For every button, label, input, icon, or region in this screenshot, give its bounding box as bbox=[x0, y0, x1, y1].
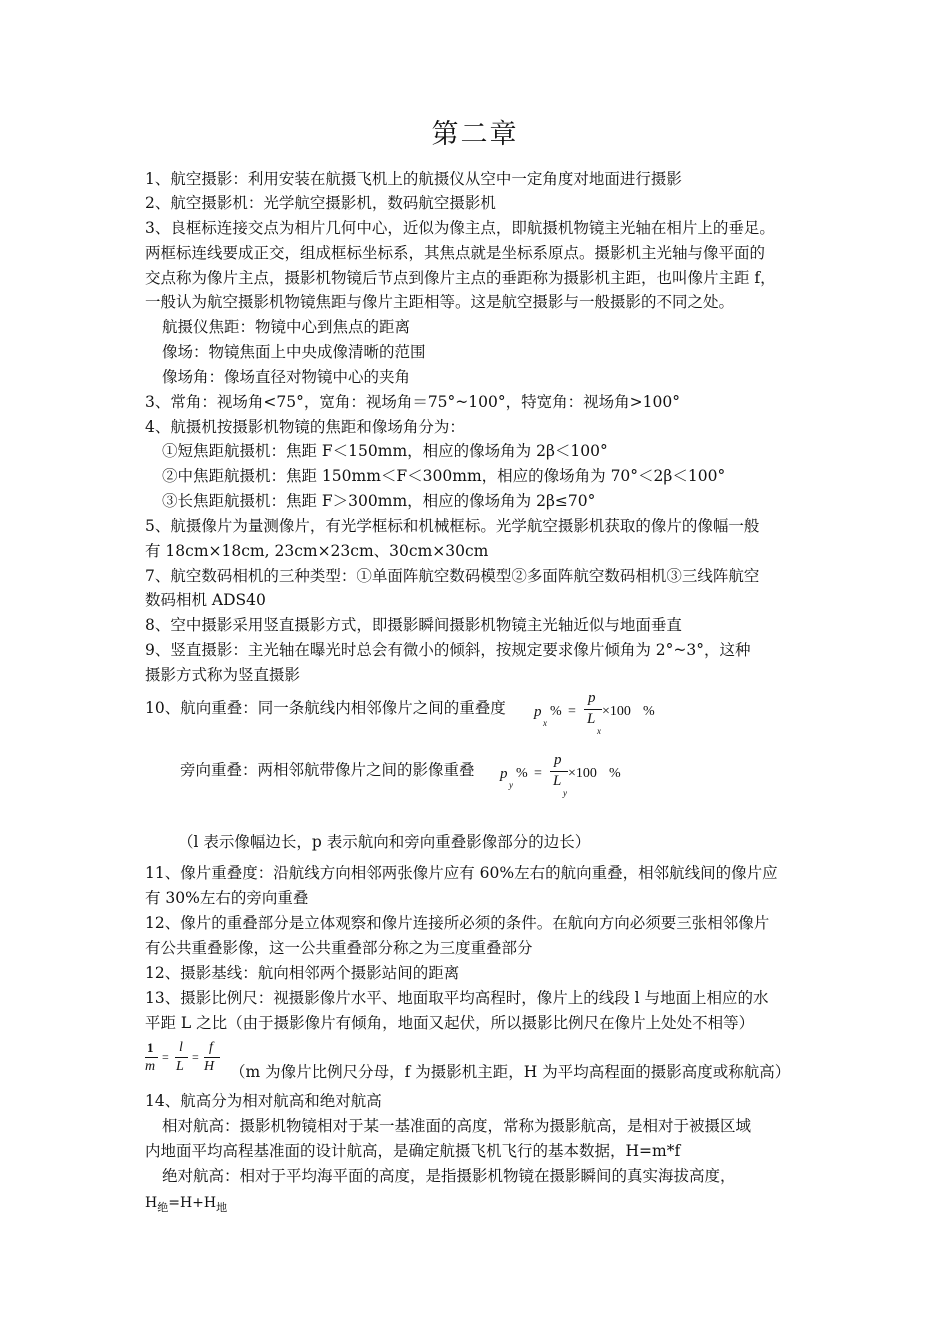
text-line: 14、航高分为相对航高和绝对航高 bbox=[145, 1092, 382, 1110]
text-line: 像场角：像场直径对物镜中心的夹角 bbox=[162, 368, 411, 386]
overlap-formula-x: p x % = p L x ×100 % bbox=[534, 690, 655, 736]
text-line: 9、竖直摄影：主光轴在曝光时总会有微小的倾斜，按规定要求像片倾角为 2°~3°，这种 bbox=[145, 641, 751, 659]
text-line: 10、航向重叠：同一条航线内相邻像片之间的重叠度 bbox=[145, 699, 506, 717]
text-line: 1、航空摄影：利用安装在航摄飞机上的航摄仪从空中一定角度对地面进行摄影 bbox=[145, 170, 682, 188]
text-line: 航摄仪焦距：物镜中心到焦点的距离 bbox=[162, 318, 411, 336]
text-line: 绝对航高：相对于平均海平面的高度，是指摄影机物镜在摄影瞬间的真实海拔高度， bbox=[162, 1167, 736, 1185]
text-line: 平距 L 之比（由于摄影像片有倾角，地面又起伏，所以摄影比例尺在像片上处处不相等） bbox=[145, 1014, 755, 1032]
text-line: 内地面平均高程基准面的设计航高，是确定航摄飞机飞行的基本数据，H=m*f bbox=[145, 1142, 681, 1160]
text-line: 有公共重叠影像，这一公共重叠部分称之为三度重叠部分 bbox=[145, 939, 533, 957]
text-line: 11、像片重叠度：沿航线方向相邻两张像片应有 60%左右的航向重叠，相邻航线间的像片应 bbox=[145, 864, 778, 882]
text-line: 两框标连线要成正交，组成框标坐标系，其焦点就是坐标系原点。摄影机主光轴与像平面的 bbox=[145, 244, 766, 262]
overlap-formula-y: p y % = p L y ×100 % bbox=[500, 752, 621, 798]
text-line: 2、航空摄影机：光学航空摄影机，数码航空摄影机 bbox=[145, 194, 496, 212]
text-line: （m 为像片比例尺分母，f 为摄影机主距，H 为平均高程面的摄影高度或称航高） bbox=[230, 1063, 791, 1081]
text-line: 相对航高：摄影机物镜相对于某一基准面的高度，常称为摄影航高，是相对于被摄区域 bbox=[162, 1117, 752, 1135]
absolute-height-formula: $H_绝=H+H_地$ bbox=[145, 1195, 228, 1214]
text-line: 交点称为像片主点，摄影机物镜后节点到像片主点的垂距称为摄影机主距，也叫像片主距 f， bbox=[145, 269, 776, 287]
text-line: 8、空中摄影采用竖直摄影方式，即摄影瞬间摄影机物镜主光轴近似与地面垂直 bbox=[145, 616, 682, 634]
text-line: 摄影方式称为竖直摄影 bbox=[145, 666, 301, 684]
text-line: ①短焦距航摄机：焦距 F＜150mm，相应的像场角为 2β＜100° bbox=[162, 442, 608, 460]
text-line: ③长焦距航摄机：焦距 F＞300mm，相应的像场角为 2β≤70° bbox=[162, 492, 596, 510]
text-line: 数码相机 ADS40 bbox=[145, 591, 266, 609]
text-line: 有 18cm×18cm, 23cm×23cm、30cm×30cm bbox=[145, 542, 489, 560]
text-line: ②中焦距航摄机：焦距 150mm＜F＜300mm，相应的像场角为 70°＜2β＜100° bbox=[162, 467, 726, 485]
text-line: 4、航摄机按摄影机物镜的焦距和像场角分为： bbox=[145, 418, 465, 436]
text-line: 13、摄影比例尺：视摄影像片水平、地面取平均高程时，像片上的线段 l 与地面上相应的水 bbox=[145, 989, 769, 1007]
chapter-title: 第二章 bbox=[431, 119, 519, 150]
text-line: 像场：物镜焦面上中央成像清晰的范围 bbox=[162, 343, 426, 361]
text-line: 一般认为航空摄影机物镜焦距与像片主距相等。这是航空摄影与一般摄影的不同之处。 bbox=[145, 293, 735, 311]
text-line: 3、常角：视场角<75°，宽角：视场角＝75°~100°，特宽角：视场角>100° bbox=[145, 393, 680, 411]
text-line: （l 表示像幅边长，p 表示航向和旁向重叠影像部分的边长） bbox=[178, 833, 591, 851]
text-line: 12、摄影基线：航向相邻两个摄影站间的距离 bbox=[145, 964, 460, 982]
text-line: 7、航空数码相机的三种类型：①单面阵航空数码模型②多面阵航空数码相机③三线阵航空 bbox=[145, 567, 760, 585]
text-line: 有 30%左右的旁向重叠 bbox=[145, 889, 309, 907]
text-line: 5、航摄像片为量测像片，有光学框标和机械框标。光学航空摄影机获取的像片的像幅一般 bbox=[145, 517, 760, 535]
scale-formula: 1 m = l L = f H bbox=[144, 1040, 244, 1084]
text-line: 3、良框标连接交点为相片几何中心，近似为像主点，即航摄机物镜主光轴在相片上的垂足。 bbox=[145, 219, 775, 237]
text-line: 12、像片的重叠部分是立体观察和像片连接所必须的条件。在航向方向必须要三张相邻像片 bbox=[145, 914, 770, 932]
text-line: 旁向重叠：两相邻航带像片之间的影像重叠 bbox=[180, 761, 475, 779]
